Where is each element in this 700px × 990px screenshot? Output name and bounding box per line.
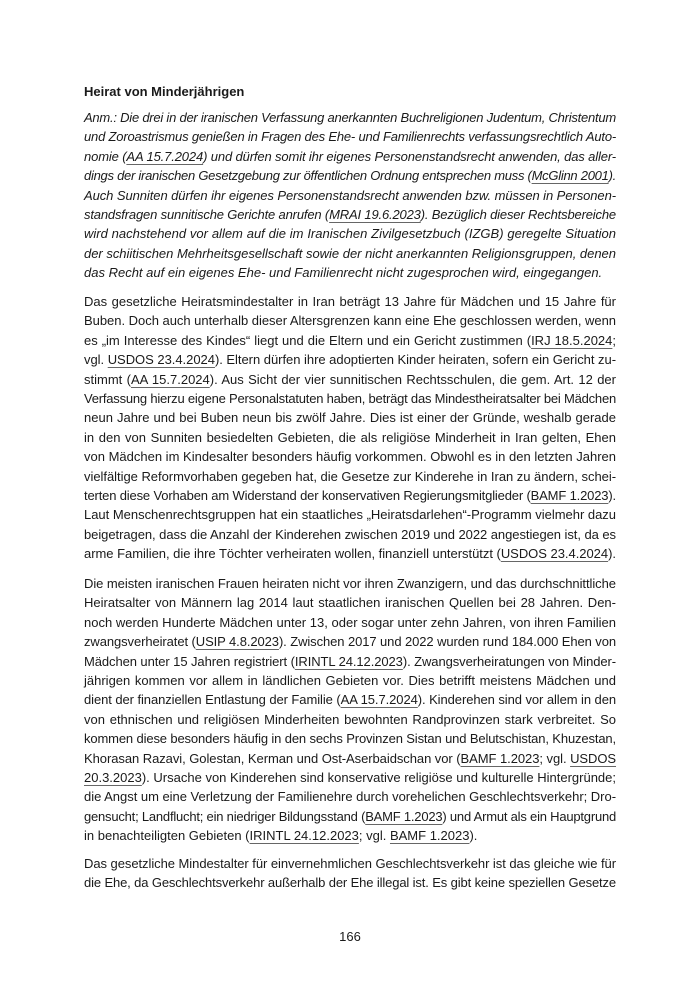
text-run: zwangsverheiratet (: [84, 634, 196, 650]
text-line: [84, 749, 616, 768]
text-run: von ethnischen und religiösen Minderheiten bewohnten Randprovinzen stark verbreitet. So: [84, 711, 616, 727]
text-run: ). Zwangsverheiratungen von Minder-: [402, 653, 617, 669]
text-run: ). Kinderehen sind vor allem in den: [417, 692, 617, 708]
citation-link[interactable]: AA 15.7.2024: [340, 692, 418, 708]
text-run: Verfassung hierzu eigene Personalstatuten haben, beträgt das Mindestheiratsalter bei Mädchen: [84, 390, 616, 406]
text-line: [84, 447, 616, 466]
text-run: das Recht auf ein eigenes Ehe- und Familienrecht nicht zugesprochen wird, eingegangen.: [84, 265, 603, 281]
citation-link[interactable]: USDOS 23.4.2024: [107, 352, 215, 368]
text-line: [84, 147, 616, 166]
text-line: [84, 166, 616, 185]
text-line: [84, 244, 616, 263]
citation-link[interactable]: BAMF 1.2023: [389, 828, 470, 844]
text-run: vielfältige Reformvorhaben gegeben hat, die Gesetze zur Kinderehe in Iran zu ändern, schei-: [84, 468, 617, 484]
citation-link[interactable]: USDOS: [570, 750, 617, 766]
citation-link[interactable]: BAMF 1.2023: [365, 808, 443, 824]
text-run: arme Familien, die ihre Töchter verheiraten wollen, finanziell unterstützt (: [84, 546, 501, 562]
citation-link[interactable]: IRINTL 24.12.2023: [249, 828, 359, 844]
text-run: Mädchen unter 15 Jahren registriert (: [84, 653, 295, 669]
text-run: wird nachstehend vor allem auf die im Iranischen Zivilgesetzbuch (IZGB) geregelte Situation: [84, 226, 616, 242]
citation-link[interactable]: McGlinn 2001: [531, 168, 609, 184]
text-line: [84, 632, 616, 651]
citation-link[interactable]: BAMF 1.2023: [460, 750, 540, 766]
text-run: Buben. Doch auch unterhalb dieser Altersgrenzen kann eine Ehe geschlossen werden, wenn: [84, 313, 616, 329]
text-run: dings der iranischen Gesetzgebung zur öffentlichen Ordnung entsprechen muss (: [84, 168, 532, 184]
text-run: der schiitischen Mehrheitsgesellschaft sowie der nicht anerkannten Religionsgruppen, denen: [84, 245, 616, 261]
citation-link[interactable]: IRINTL 24.12.2023: [294, 653, 403, 669]
text-line: [84, 370, 616, 389]
text-run: Anm.: Die drei in der iranischen Verfassung anerkannten Buchreligionen Judentum, Christentum: [84, 110, 616, 125]
text-line: [84, 854, 616, 873]
text-run: ) und Armut als ein Hauptgrund: [442, 808, 616, 824]
text-run: beigetragen, dass die Anzahl der Kinderehen zwischen 2019 und 2022 angestiegen ist, da es: [84, 526, 617, 542]
text-line: [84, 350, 616, 369]
text-line: [84, 690, 616, 709]
text-run: Das gesetzliche Mindestalter für einvernehmlichen Geschlechtsverkehr ist das gleiche wie für: [84, 856, 617, 871]
text-run: noch werden Hunderte Mädchen unter 13, oder sogar unter zehn Jahren, von ihren Familien: [84, 614, 616, 630]
text-run: in den von Sunniten besiedelten Gebieten, die als religiöse Minderheit in Iran gelten, Ehen: [84, 429, 616, 445]
text-run: gensucht; Landflucht; ein niedriger Bildungsstand (: [84, 808, 366, 824]
text-line: [84, 613, 616, 632]
body-paragraph-forced-marriage: [84, 574, 616, 845]
text-line: [84, 807, 616, 826]
text-line: [84, 389, 616, 408]
text-run: terten diese Vorhaben am Widerstand der konservativen Regierungsmitglieder (: [84, 487, 531, 503]
text-line: [84, 263, 616, 282]
citation-link[interactable]: USIP 4.8.2023: [195, 634, 279, 650]
text-run: neun Jahre und bei Buben neun bis zwölf Jahre. Dies ist einer der Gründe, weshalb gerade: [84, 410, 616, 426]
text-run: standsfragen sunnitische Gerichte anrufen (: [84, 206, 330, 222]
text-run: und Zoroastrismus genießen in Fragen des Ehe- und Familienrechts verfassungsrechtlich Auto-: [84, 129, 616, 145]
citation-link[interactable]: AA 15.7.2024: [126, 148, 204, 164]
text-run: ). Aus Sicht der vier sunnitischen Rechtsschulen, die gem. Art. 12 der: [209, 371, 616, 387]
text-line: [84, 224, 616, 243]
section-heading: Heirat von Minderjährigen: [84, 84, 245, 99]
text-run: ; vgl.: [539, 750, 571, 766]
note-paragraph: [84, 108, 616, 283]
text-line: [84, 205, 616, 224]
citation-link[interactable]: USDOS 23.4.2024: [500, 546, 609, 562]
text-run: Die meisten iranischen Frauen heiraten nicht vor ihren Zwanzigern, und das durchschnittliche: [84, 576, 616, 591]
text-run: Khorasan Razavi, Golestan, Kerman und Ost-Aserbaidschan vor (: [84, 750, 461, 766]
text-run: die Ehe, da Geschlechtsverkehr außerhalb der Ehe illegal ist. Es gibt keine speziellen Gesetze: [84, 875, 616, 891]
text-run: von Mädchen im Kindesalter besonders häufig vorkommen. Obwohl es in den letzten Jahren: [84, 449, 616, 465]
text-line: [84, 186, 616, 205]
text-line: [84, 108, 616, 127]
text-line: [84, 486, 616, 505]
text-run: ). Bezüglich dieser Rechtsbereiche: [420, 206, 616, 222]
text-run: dient der finanziellen Entlastung der Familie (: [84, 692, 341, 708]
text-line: [84, 292, 616, 311]
text-run: ).: [608, 168, 616, 184]
text-run: ).: [608, 546, 616, 562]
text-run: vgl.: [84, 352, 108, 368]
text-run: ). Eltern dürfen ihre adoptierten Kinder heiraten, sofern ein Gericht zu-: [214, 352, 616, 368]
text-run: ).: [469, 828, 478, 844]
text-line: [84, 873, 616, 892]
text-line: [84, 826, 616, 845]
text-line: [84, 729, 616, 748]
text-run: es „im Interesse des Kindes“ liegt und die Eltern und ein Gericht zustimmen (: [84, 332, 532, 348]
text-line: [84, 467, 616, 486]
text-line: [84, 710, 616, 729]
page-number: 166: [339, 929, 361, 944]
body-paragraph-minimum-age: [84, 292, 616, 563]
text-line: [84, 652, 616, 671]
citation-link[interactable]: IRJ 18.5.2024: [531, 332, 613, 348]
citation-link[interactable]: AA 15.7.2024: [130, 371, 210, 387]
text-run: kommen diese besonders häufig in den sechs Provinzen Sistan und Belutschistan, Khuzestan,: [84, 731, 616, 747]
text-run: Laut Menschenrechtsgruppen hat ein staatliches „Heiratsdarlehen“-Programm vielmehr dazu: [84, 507, 616, 523]
text-line: [84, 311, 616, 330]
text-line: [84, 127, 616, 146]
text-line: [84, 593, 616, 612]
text-line: [84, 428, 616, 447]
text-line: [84, 544, 616, 563]
text-run: ; vgl.: [358, 828, 390, 844]
text-line: [84, 505, 616, 524]
text-run: ). Ursache von Kinderehen sind konservative religiöse und kulturelle Hintergründe;: [141, 769, 616, 785]
text-run: ) und dürfen somit ihr eigenes Personenstandsrecht anwenden, das aller-: [203, 148, 616, 164]
text-run: in benachteiligten Gebieten (: [84, 828, 250, 844]
body-paragraph-consent-age: [84, 854, 616, 893]
text-line: [84, 768, 616, 787]
text-run: Das gesetzliche Heiratsmindestalter in Iran beträgt 13 Jahre für Mädchen und 15 Jahre für: [84, 294, 616, 309]
text-run: ;: [612, 332, 617, 348]
text-run: ). Zwischen 2017 und 2022 wurden rund 184.000 Ehen von: [278, 634, 616, 650]
citation-link[interactable]: MRAI 19.6.2023: [329, 206, 421, 222]
citation-link[interactable]: BAMF 1.2023: [530, 487, 609, 503]
text-run: stimmt (: [84, 371, 131, 387]
text-line: [84, 671, 616, 690]
text-run: ).: [608, 487, 616, 503]
text-run: die Angst um eine Verletzung der Familienehre durch vorehelichen Geschlechtsverkehr; Dro-: [84, 789, 616, 805]
text-line: [84, 408, 616, 427]
text-run: jährigen kommen vor allem in ländlichen Gebieten vor. Dies betrifft meistens Mädchen und: [84, 672, 616, 688]
text-line: [84, 787, 616, 806]
text-line: [84, 331, 616, 350]
citation-link[interactable]: 20.3.2023: [84, 769, 142, 785]
text-run: nomie (: [84, 148, 127, 164]
text-run: Heiratsalter von Männern lag 2014 laut staatlichen iranischen Quellen bei 28 Jahren. Den-: [84, 595, 616, 611]
text-line: [84, 574, 616, 593]
text-run: Auch Sunniten dürfen ihr eigenes Personenstandsrecht anwenden bzw. müssen in Personen-: [84, 187, 616, 203]
text-line: [84, 525, 616, 544]
